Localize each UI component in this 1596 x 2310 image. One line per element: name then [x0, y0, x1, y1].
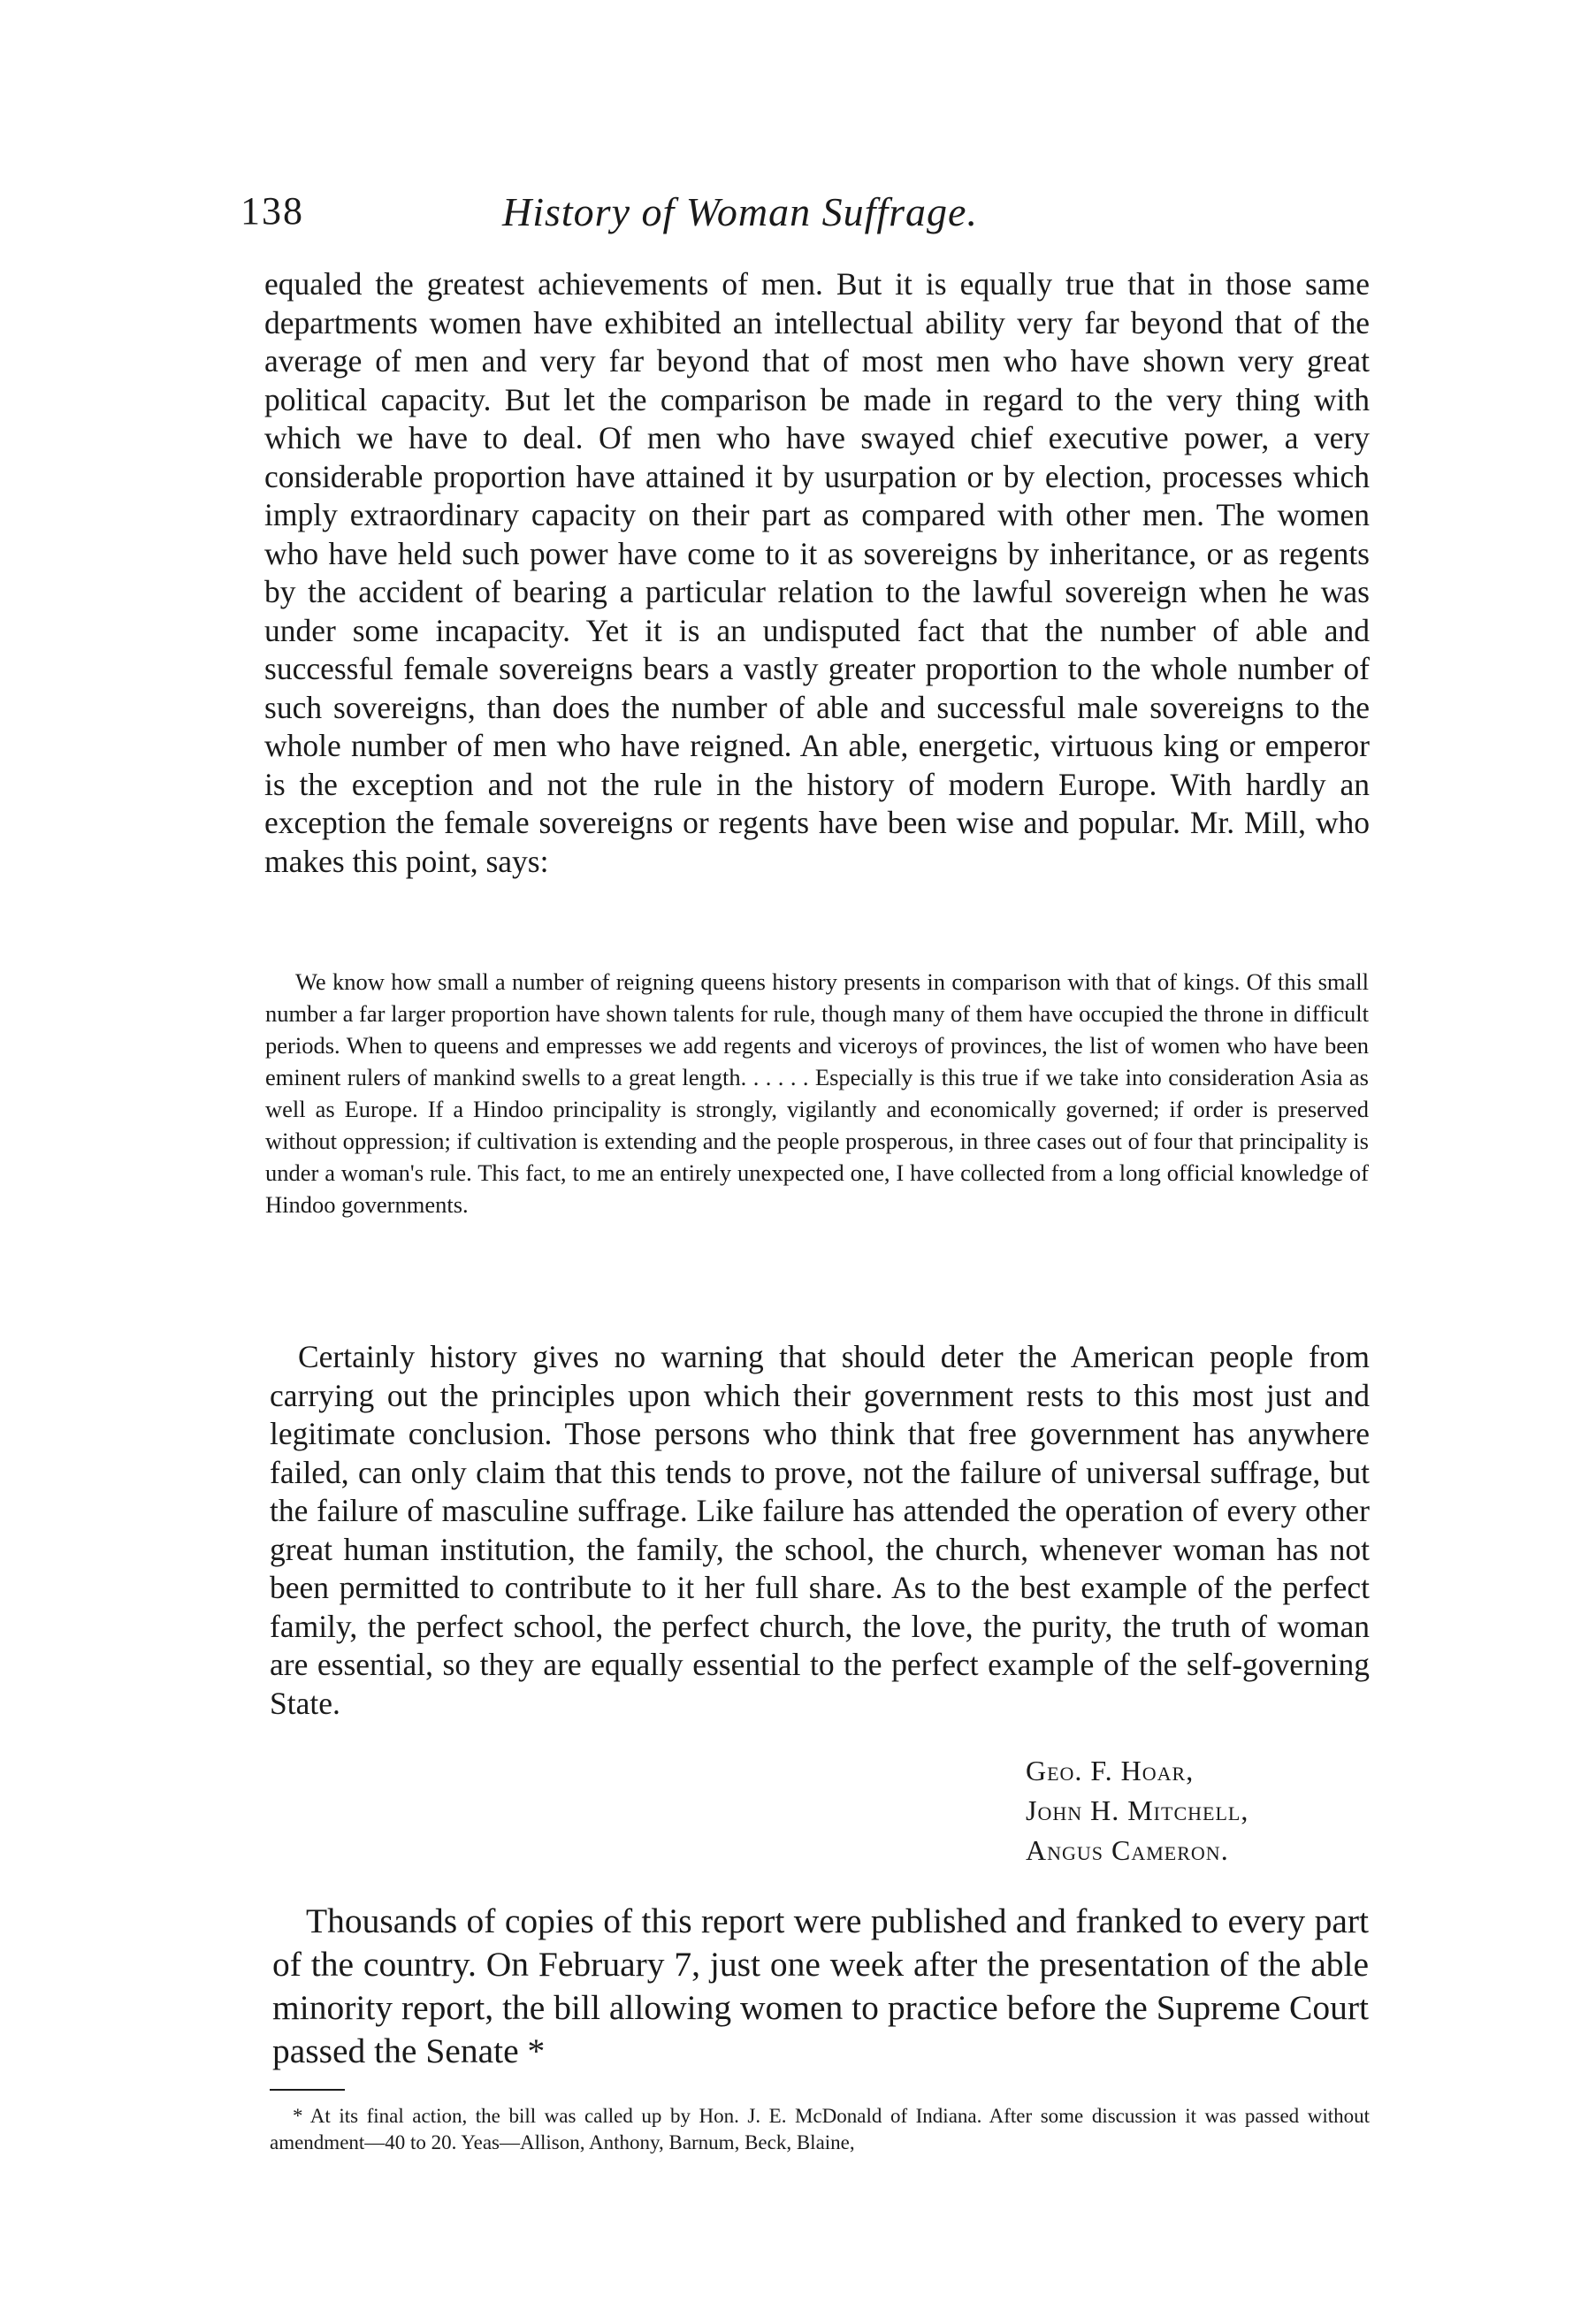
signature-cameron: Angus Cameron. [1026, 1834, 1229, 1866]
signature-block [1026, 1751, 1249, 1870]
body-paragraph-1: equaled the greatest achievements of men. But it is equally true that in those same departments women have exhibited an intellectual ability very far beyond that of the average of men and very far beyond that of most men who have shown very great political capacity. But let the comparison be made in regard to the very thing with which we have to deal. Of men who have swayed chief executive power, a very considerable proportion have attained it by usurpation or by election, processes which imply extraordinary capacity on their part as compared with other men. The women who have held such power have come to it as sovereigns by inheritance, or as regents by the accident of bearing a particular relation to the lawful sovereign when he was under some incapacity. Yet it is an undisputed fact that the number of able and successful female sovereigns bears a vastly greater proportion to the whole number of such sovereigns, than does the number of able and successful male sovereigns to the whole number of men who have reigned. An able, energetic, virtuous king or emperor is the exception and not the rule in the history of modern Europe. With hardly an exception the female sovereigns or regents have been wise and popular. Mr. Mill, who makes this point, says: [264, 266, 1370, 879]
running-title: History of Woman Suffrage. [502, 189, 978, 234]
page-number: 138 [241, 189, 304, 233]
signature-mitchell: John H. Mitchell, [1026, 1794, 1249, 1826]
footnote-divider [270, 2089, 345, 2091]
mill-quotation: We know how small a number of reigning queens history presents in comparison with that of kings. Of this small number a far larger proportion have shown talents for rule, though many of them have occupied the throne in difficult periods. When to queens and empresses we add regents and viceroys of provinces, the list of women who have been eminent rulers of mankind swells to a great length. . . . . . Especially is this true if we take into consideration Asia as well as Europe. If a Hindoo principality is strongly, vigilantly and economically governed; if order is preserved without oppression; if cultivation is extending and the people prosperous, in three cases out of four that principality is under a woman's rule. This fact, to me an entirely unexpected one, I have collected from a long official knowledge of Hindoo governments. [265, 968, 1369, 1218]
narrative-paragraph: Thousands of copies of this report were published and franked to every part of the country. On February 7, just one week after the presentation of the able minority report, the bill allowing women to practice before the Supreme Court passed the Senate * [272, 1901, 1369, 2070]
body-paragraph-2: Certainly history gives no warning that should deter the American people from carrying out the principles upon which their government rests to this most just and legitimate conclusion. Those persons who think that free government has anywhere failed, can only claim that this tends to prove, not the failure of universal suffrage, but the failure of masculine suffrage. Like failure has attended the operation of every other great human institution, the family, the school, the church, whenever woman has not been permitted to contribute to it her full share. As to the best example of the perfect family, the perfect school, the perfect church, the love, the purity, the truth of woman are essential, so they are equally essential to the perfect example of the self-governing State. [270, 1339, 1370, 1721]
signature-hoar: Geo. F. Hoar, [1026, 1755, 1195, 1786]
footnote: * At its final action, the bill was called up by Hon. J. E. McDonald of Indiana. After some discussion it was passed without amendment—40 to 20. Yeas—Allison, Anthony, Barnum, Beck, Blaine, [270, 2105, 1370, 2153]
page-header [241, 181, 1408, 243]
